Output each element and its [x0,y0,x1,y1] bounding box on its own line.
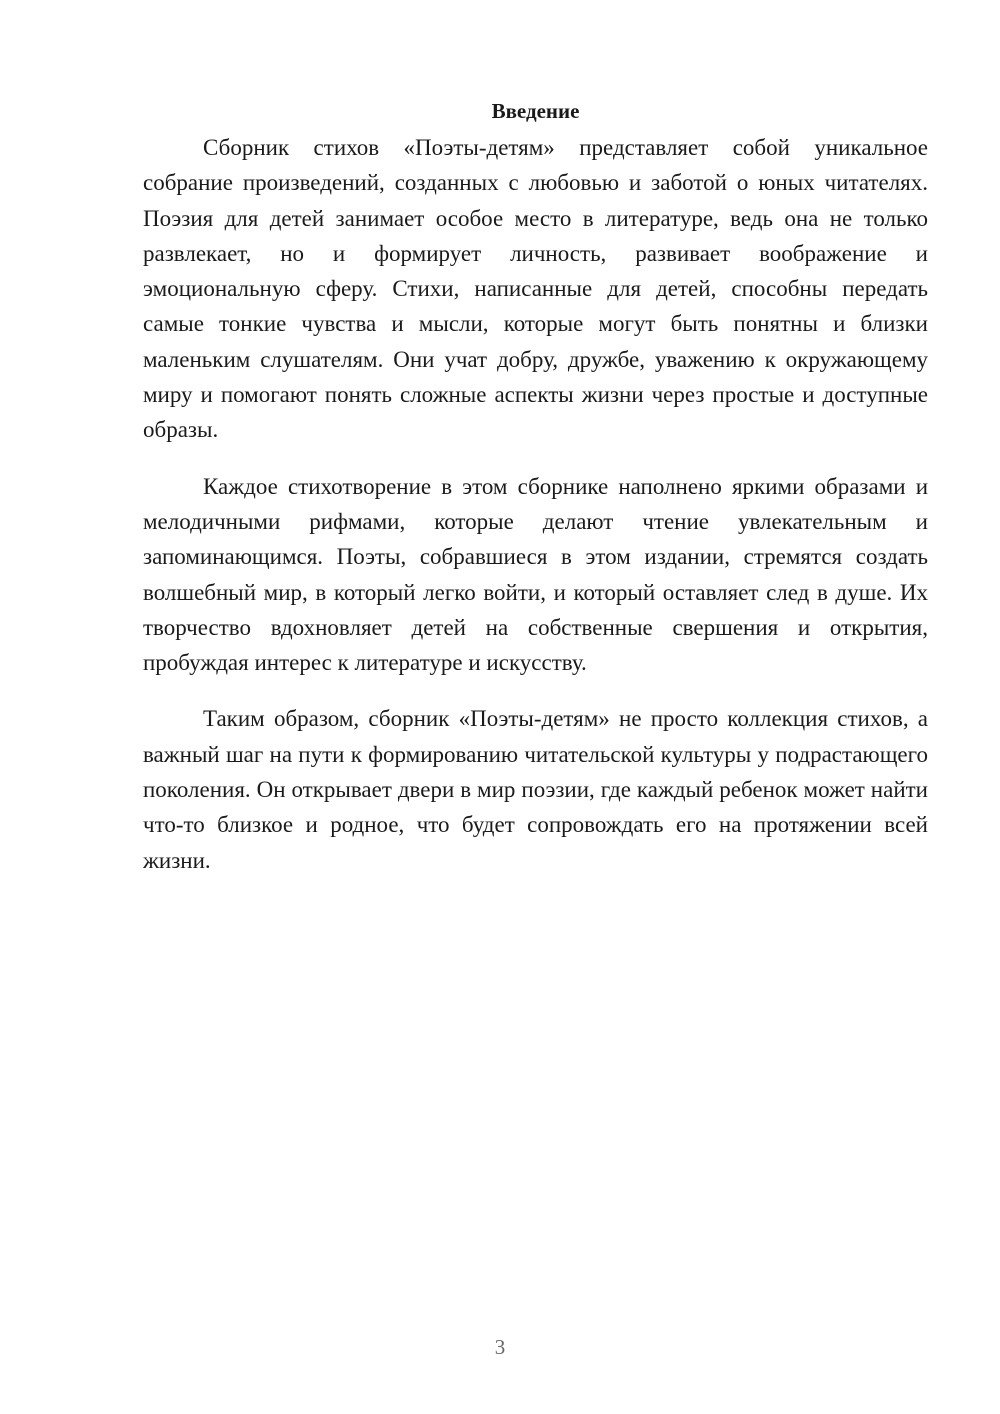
page-content [143,97,928,899]
page-number: 3 [494,1335,506,1359]
paragraph-1: Сборник стихов «Поэты-детям» представляет собой уникальное собрание произведений, созданных с любовью и заботой о юных читателях. Поэзия для детей занимает особое место в литературе, ведь она не только развлекает, но и формирует личность, развивает воображение и эмоциональную сферу. Стихи, написанные для детей, способны передать самые тонкие чувства и мысли, которые могут быть понятны и близки маленьким слушателям. Они учат добру, дружбе, уважению к окружающему миру и помогают понять сложные аспекты жизни через простые и доступные образы. [143,135,928,443]
paragraph-3: Таким образом, сборник «Поэты-детям» не просто коллекция стихов, а важный шаг на пути к формированию читательской культуры у подрастающего поколения. Он открывает двери в мир поэзии, где каждый ребенок может найти что-то близкое и родное, что будет сопровождать его на протяжении всей жизни. [143,706,928,873]
section-title: Введение [491,99,580,123]
paragraph-2: Каждое стихотворение в этом сборнике наполнено яркими образами и мелодичными рифмами, которые делают чтение увлекательным и запоминающимся. Поэты, собравшиеся в этом издании, стремятся создать волшебный мир, в который легко войти, и который оставляет след в душе. Их творчество вдохновляет детей на собственные свершения и открытия, пробуждая интерес к литературе и искусству. [143,473,928,676]
